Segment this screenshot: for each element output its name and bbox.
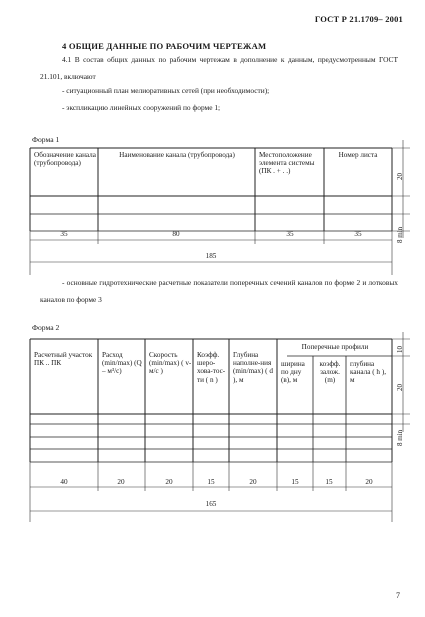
paragraph-4-1: 4.1 В состав общих данных по рабочим чертежам в дополнение к данным, предусмотренным ГОСТ 21.101, включают xyxy=(40,55,398,81)
bullet-explication: - экспликацию линейных сооружений по форме 1; xyxy=(62,103,221,112)
form2-group-header-profiles: Поперечные профили xyxy=(301,343,369,351)
form2-dim-group-height: 10 xyxy=(396,346,404,353)
form2-subheader-slope-coef: коэфф. залож. (m) xyxy=(319,360,341,385)
form2-header-section: Расчетный участок ПК .. ПК xyxy=(34,351,93,368)
page-number: 7 xyxy=(396,591,400,600)
form2-dim-row-height: 8 min xyxy=(396,429,404,446)
form2-header-velocity: Скорость (min/max) ( v-м/с ) xyxy=(149,351,192,376)
form1-dim-col2: 80 xyxy=(172,230,180,238)
form2-label: Форма 2 xyxy=(32,323,60,332)
form2-subheader-bottom-width: ширина по дну (в), м xyxy=(281,360,305,385)
bullet-situation-plan: - ситуационный план мелиоративных сетей (при необходимости); xyxy=(62,86,270,95)
form1-header-sheet: Номер листа xyxy=(338,151,378,159)
form2-dim-header-height: 20 xyxy=(396,384,404,391)
form1-dim-col4: 35 xyxy=(354,230,362,238)
document-code: ГОСТ Р 21.1709– 2001 xyxy=(314,14,403,24)
section-title: 4 ОБЩИЕ ДАННЫЕ ПО РАБОЧИМ ЧЕРТЕЖАМ xyxy=(62,41,267,51)
form2-dim-col2: 20 xyxy=(117,478,125,486)
form1-dim-col1: 35 xyxy=(60,230,68,238)
form1-header-designation: Обозначение канала (трубопровода) xyxy=(34,151,96,168)
form2-dim-col5: 20 xyxy=(249,478,257,486)
form2-dim-col1: 40 xyxy=(60,478,68,486)
form1-dim-total: 185 xyxy=(205,252,217,260)
form2-header-discharge: Расход (min/max) (Q – м³/с) xyxy=(102,351,142,376)
form2-dim-col3: 20 xyxy=(165,478,173,486)
form1-dim-col3: 35 xyxy=(286,230,294,238)
form1-header-name: Наименование канала (трубопровода) xyxy=(119,151,235,159)
form2-dim-col4: 15 xyxy=(207,478,215,486)
form2-dim-total: 165 xyxy=(205,500,217,508)
form1-label: Форма 1 xyxy=(32,135,60,144)
paragraph-hydro-indicators: - основные гидротехнические расчетные показатели поперечных сечений каналов по форме 2 и лотковых каналов по форме 3 xyxy=(40,278,398,304)
form1-dim-header-height: 20 xyxy=(396,173,404,180)
form2-subheader-channel-depth: глубина канала ( h ), м xyxy=(350,360,387,385)
form2-dim-col7: 15 xyxy=(325,478,333,486)
form1-dim-row-height: 8 min xyxy=(396,226,404,243)
form2-header-roughness: Коэфф. шеро-хова-тос-ти ( n ) xyxy=(197,351,226,384)
form2-dim-col8: 20 xyxy=(365,478,373,486)
form1-header-location: Местоположение элемента системы (ПК . + . .) xyxy=(259,151,315,176)
form2-dim-col6: 15 xyxy=(291,478,299,486)
form2-header-depth: Глубина наполне-ния (min/max) ( d ), м xyxy=(233,351,273,384)
